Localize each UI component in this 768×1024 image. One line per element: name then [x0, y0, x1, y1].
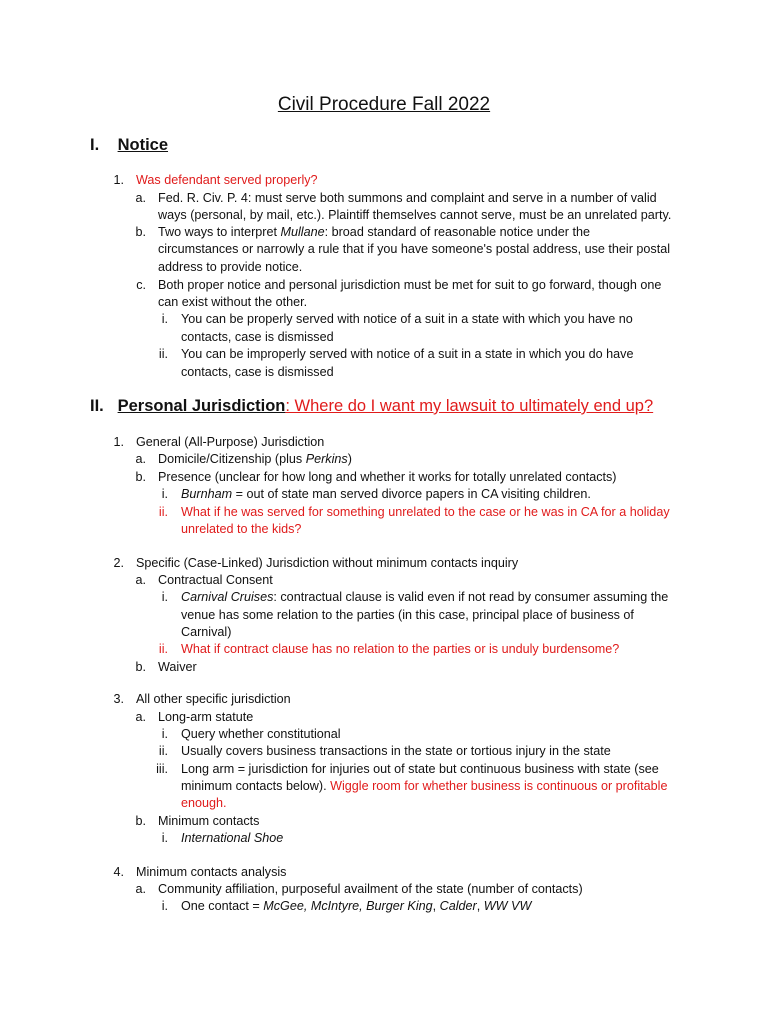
list-marker: ii. [158, 642, 168, 656]
list-item: contacts, case is dismissed [181, 330, 334, 344]
list-marker: b. [135, 814, 146, 828]
list-marker: 2. [113, 556, 124, 570]
case-name: Perkins [305, 452, 348, 466]
list-item: Specific (Case-Linked) Jurisdiction without minimum contacts inquiry [136, 556, 519, 570]
section-sublabel: : Where do I want my lawsuit to ultimately end up? [285, 397, 654, 415]
list-item: venue has some relation to the parties (in this case, principal place of business of [181, 608, 634, 622]
section-heading-notice [90, 136, 168, 155]
list-marker: 1. [113, 173, 124, 187]
list-item: What if contract clause has no relation to the parties or is unduly burdensome? [181, 642, 620, 656]
list-item: Long-arm statute [158, 710, 254, 724]
case-name: Calder [439, 899, 477, 913]
list-marker: ii. [158, 505, 168, 519]
list-item: Minimum contacts analysis [136, 865, 287, 879]
section-label: Notice [117, 136, 169, 154]
list-item: Minimum contacts [158, 814, 260, 828]
list-item: Both proper notice and personal jurisdiction must be met for suit to go forward, though one [158, 278, 662, 292]
list-item: Burnham = out of state man served divorce papers in CA visiting children. [181, 487, 591, 501]
case-name: McGee, McIntyre, Burger King [263, 899, 433, 913]
case-name: Mullane [280, 225, 325, 239]
list-item: Long arm = jurisdiction for injuries out of state but continuous business with state (see [181, 762, 659, 776]
list-item: You can be properly served with notice of a suit in a state with which you have no [181, 312, 633, 326]
list-marker: 3. [113, 692, 124, 706]
list-item: All other specific jurisdiction [136, 692, 291, 706]
list-marker: b. [135, 225, 146, 239]
list-item: Was defendant served properly? [136, 173, 318, 187]
list-marker: a. [135, 882, 146, 896]
page-title: Civil Procedure Fall 2022 [277, 94, 491, 115]
list-item [181, 830, 283, 847]
list-item: contacts, case is dismissed [181, 365, 334, 379]
list-item: Fed. R. Civ. P. 4: must serve both summons and complaint and serve in a number of valid [158, 191, 657, 205]
list-item: Community affiliation, purposeful availment of the state (number of contacts) [158, 882, 583, 896]
list-item: Presence (unclear for how long and whether it works for totally unrelated contacts) [158, 470, 617, 484]
case-name: WW VW [483, 899, 532, 913]
section-number: I. [90, 136, 100, 154]
list-marker: iii. [156, 762, 168, 776]
section-label: Personal Jurisdiction [117, 397, 286, 415]
list-item: Query whether constitutional [181, 727, 341, 741]
list-item: unrelated to the kids? [181, 522, 302, 536]
list-marker: 4. [113, 865, 124, 879]
list-item: enough. [181, 796, 227, 810]
list-item: Domicile/Citizenship (plus Perkins) [158, 452, 352, 466]
list-item: Two ways to interpret Mullane: broad standard of reasonable notice under the [158, 225, 590, 239]
list-marker: a. [135, 452, 146, 466]
case-name: Carnival Cruises [181, 590, 274, 604]
list-marker: i. [161, 899, 168, 913]
list-marker: i. [161, 831, 168, 845]
list-item: One contact = McGee, McIntyre, Burger King, Calder, WW VW [181, 899, 532, 913]
list-marker: ii. [158, 744, 168, 758]
list-marker: a. [135, 191, 146, 205]
list-marker: i. [161, 312, 168, 326]
list-item: minimum contacts below). Wiggle room for whether business is continuous or profitable [181, 779, 668, 793]
list-marker: b. [135, 470, 146, 484]
list-item: ways (personal, by mail, etc.). Plaintiff themselves cannot serve, must be an unrelated party. [158, 208, 672, 222]
case-name: Burnham [181, 487, 233, 501]
list-item: Waiver [158, 660, 197, 674]
list-marker: ii. [158, 347, 168, 361]
list-item: Contractual Consent [158, 573, 273, 587]
list-marker: i. [161, 727, 168, 741]
section-number: II. [90, 397, 104, 415]
list-item: Usually covers business transactions in the state or tortious injury in the state [181, 744, 611, 758]
list-item: What if he was served for something unrelated to the case or he was in CA for a holiday [181, 505, 670, 519]
case-name: International Shoe [181, 831, 284, 845]
list-marker: a. [135, 573, 146, 587]
section-heading-personal-jurisdiction [90, 397, 653, 416]
list-item: address to provide notice. [158, 260, 303, 274]
list-marker: a. [135, 710, 146, 724]
list-marker: b. [135, 660, 146, 674]
list-item: can exist without the other. [158, 295, 308, 309]
list-item: Carnival Cruises: contractual clause is valid even if not read by consumer assuming the [181, 590, 669, 604]
list-marker: 1. [113, 435, 124, 449]
list-item: General (All-Purpose) Jurisdiction [136, 435, 325, 449]
list-marker: i. [161, 590, 168, 604]
list-marker: i. [161, 487, 168, 501]
list-item: circumstances or narrowly a rule that if you have someone's postal address, use their postal [158, 242, 671, 256]
list-item: Carnival) [181, 625, 232, 639]
list-marker: c. [136, 278, 146, 292]
list-item: You can be improperly served with notice of a suit in a state in which you do have [181, 347, 634, 361]
